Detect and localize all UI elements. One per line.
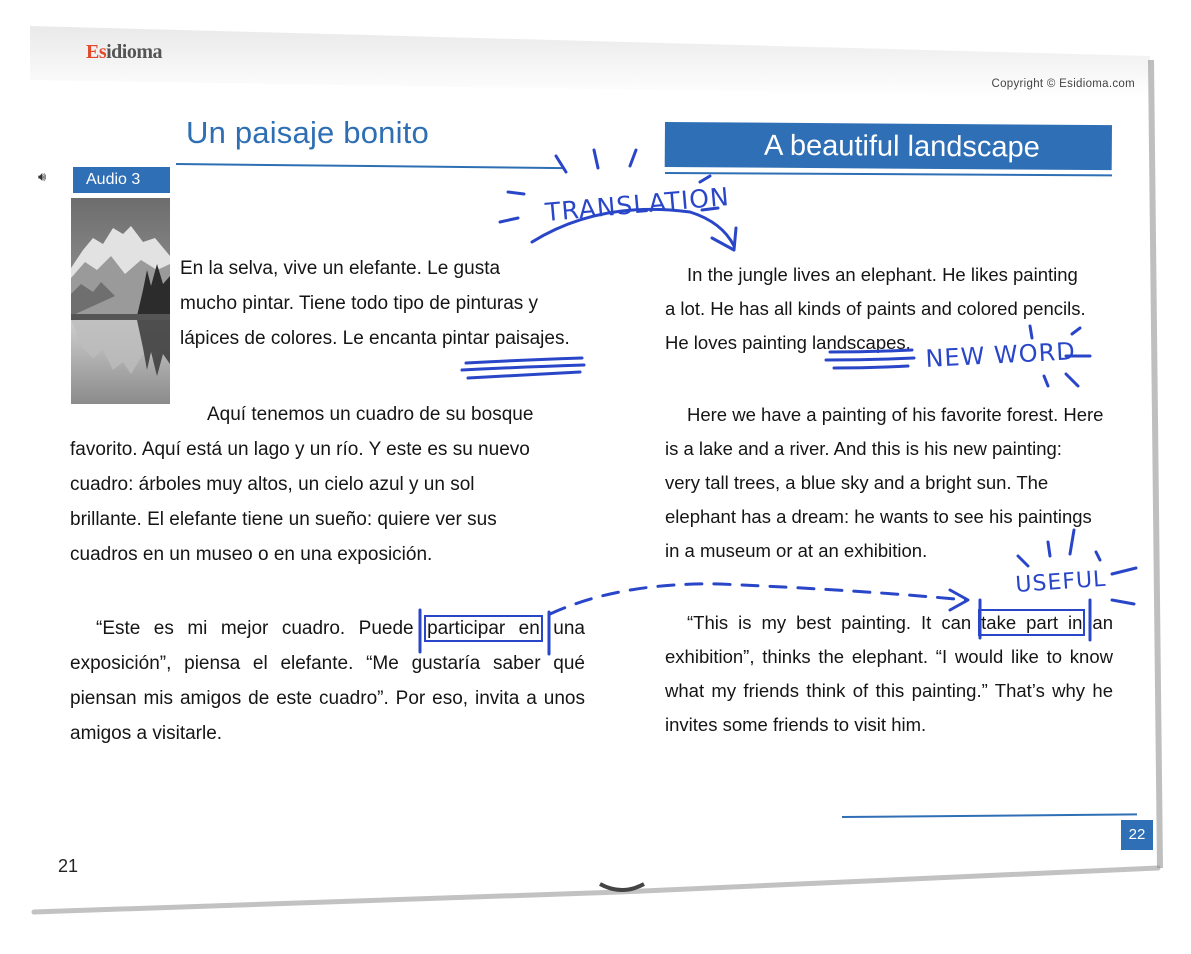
publisher-logo [86, 41, 162, 64]
speaker-icon[interactable]: 🔊︎ [38, 169, 47, 184]
page-number-left: 21 [58, 856, 79, 876]
useful-note: USEFUL [1014, 566, 1108, 598]
left-page-title: Un paisaje bonito [186, 115, 429, 150]
landscape-photo [71, 198, 170, 404]
highlight-take-part-in: take part in [981, 612, 1083, 633]
right-page-title: A beautiful landscape [764, 129, 1040, 164]
text-line: favorito. Aquí está un lago y un río. Y este es su nuevo [70, 439, 530, 460]
text-run: “Este es mi mejor cuadro. Puede [96, 618, 428, 639]
text-line: very tall trees, a blue sky and a bright sun. The [665, 472, 1049, 493]
text-run: una exposición”, piensa el elefante. “Me gustaría saber qué piensan mis amigos de este cuadro”. Por eso, invita a unos amigos a visitarle. [70, 618, 585, 744]
audio-badge[interactable]: Audio 3 [73, 167, 170, 193]
text-run: an exhibition”, thinks the elephant. “I would like to know what my friends think of this painting.” That’s why he invites some friends to visit him. [665, 612, 1113, 735]
new-word-note: NEW WORD [924, 337, 1077, 373]
text-line: cuadro: árboles muy altos, un cielo azul y un sol [70, 474, 475, 495]
text-line: Here we have a painting of his favorite forest. Here [687, 404, 1104, 425]
text-line: a lot. He has all kinds of paints and colored pencils. [665, 298, 1086, 319]
text-line: brillante. El elefante tiene un sueño: quiere ver sus [70, 509, 497, 530]
text-run: “This is my best painting. It can [687, 612, 982, 633]
copyright-notice: Copyright © Esidioma.com [991, 78, 1135, 90]
en-paragraph-2 [665, 398, 1113, 568]
text-line: in a museum or at an exhibition. [665, 540, 928, 561]
page-number-right: 22 [1121, 820, 1153, 850]
logo-first: Es [86, 41, 107, 63]
translation-note: TRANSLATION [543, 181, 731, 227]
es-paragraph-1 [180, 251, 585, 356]
text-line: mucho pintar. Tiene todo tipo de pinturas y [180, 293, 539, 314]
es-paragraph-3 [70, 611, 585, 751]
text-line: En la selva, vive un elefante. Le gusta [180, 258, 501, 279]
text-line: In the jungle lives an elephant. He likes painting [687, 264, 1078, 285]
logo-rest: idioma [106, 41, 163, 63]
en-paragraph-3 [665, 606, 1113, 742]
text-line: is a lake and a river. And this is his new painting: [665, 438, 1062, 459]
text-line: cuadros en un museo o en una exposición. [70, 544, 433, 565]
text-line: He loves painting landscapes. [665, 332, 911, 353]
en-paragraph-1 [665, 258, 1113, 360]
highlight-participar-en: participar en [427, 618, 540, 639]
text-line: Aquí tenemos un cuadro de su bosque [207, 404, 534, 425]
es-paragraph-2 [70, 397, 585, 572]
right-title-banner [665, 122, 1112, 170]
text-line: lápices de colores. Le encanta pintar paisajes. [180, 328, 570, 349]
text-line: elephant has a dream: he wants to see his paintings [665, 506, 1092, 527]
